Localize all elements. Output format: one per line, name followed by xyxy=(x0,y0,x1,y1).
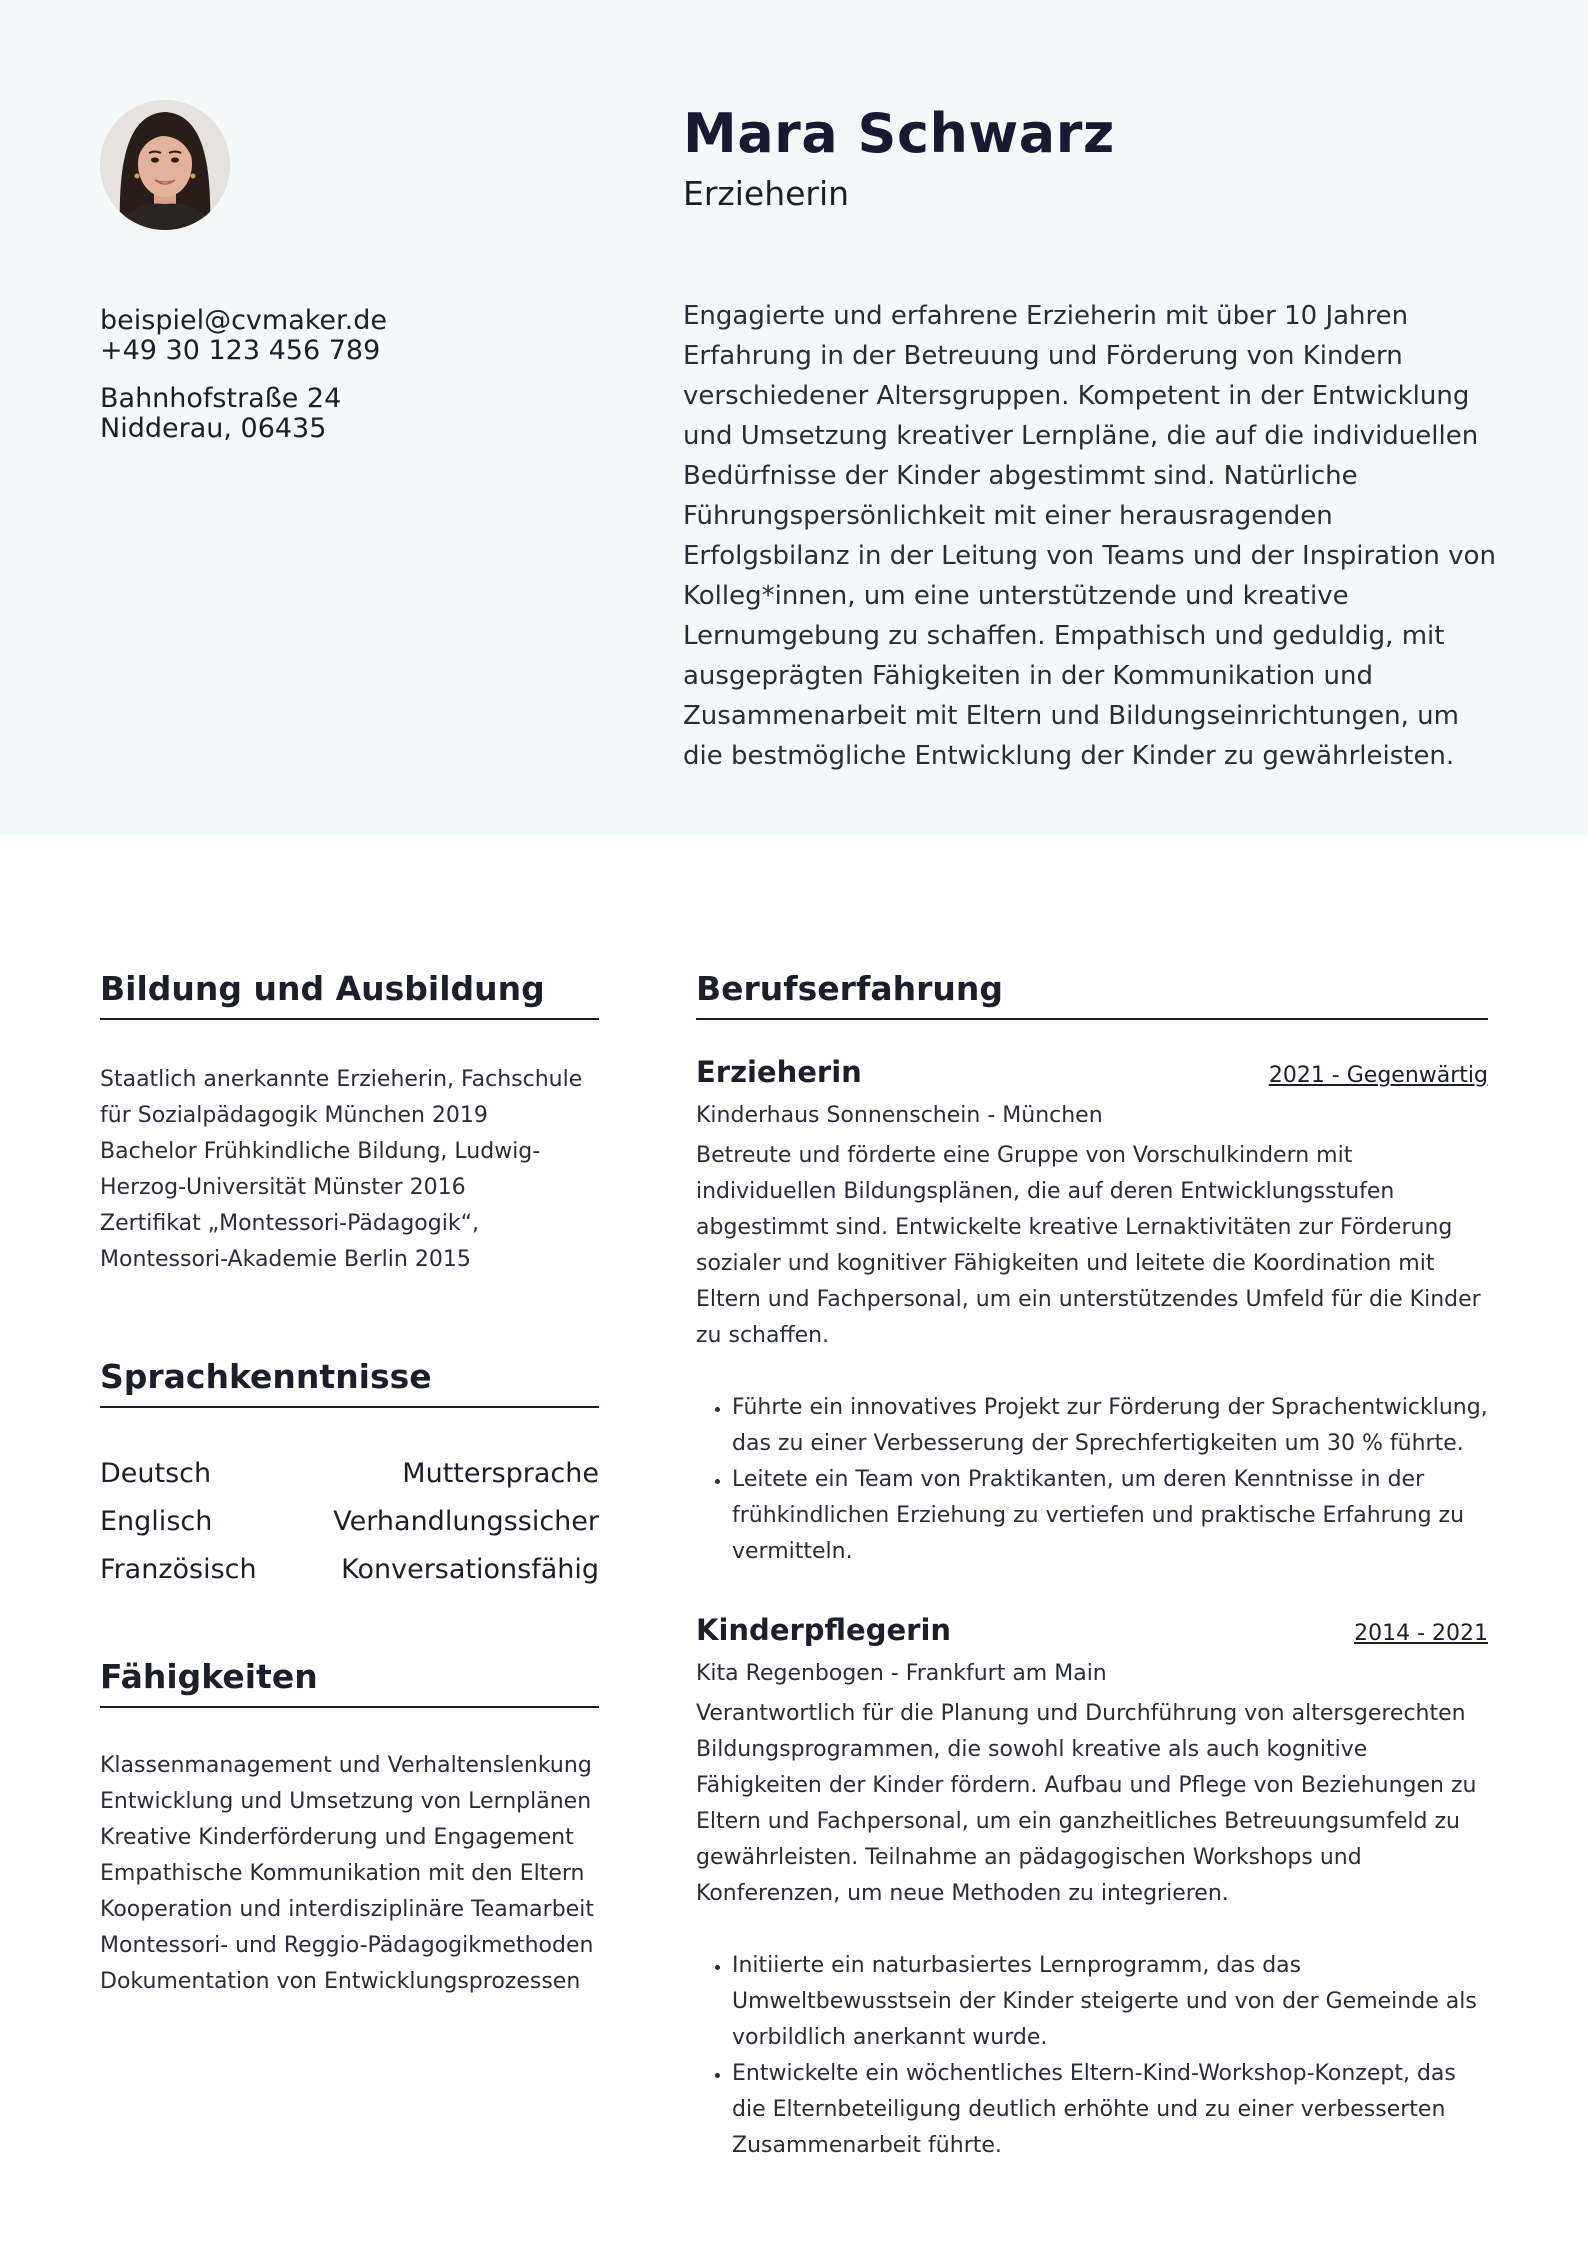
job-entry xyxy=(696,1612,1488,2164)
language-level: Muttersprache xyxy=(402,1458,599,1489)
job-header xyxy=(696,1054,1488,1090)
education-title: Bildung und Ausbildung xyxy=(100,969,545,1008)
languages-list xyxy=(100,1450,599,1594)
education-list xyxy=(100,1062,599,1278)
skill-item: Montessori- und Reggio-Pädagogikmethoden xyxy=(100,1933,594,1958)
job-company: Kinderhaus Sonnenschein - München xyxy=(696,1103,1103,1128)
job-header xyxy=(696,1612,1488,1648)
profile-summary: Engagierte und erfahrene Erzieherin mit über 10 Jahren Erfahrung in der Betreuung und Förderung von Kindern verschiedener Altersgruppen. Kompetent in der Entwicklung und Umsetzung kreativer Lernpläne, die auf die individuellen Bedürfnisse der Kinder abgestimmt sind. Natürliche Führungspersönlichkeit mit einer herausragenden Erfolgsbilanz in der Leitung von Teams und der Inspiration von Kolleg*innen, um eine unterstützende und kreative Lernumgebung zu schaffen. Empathisch und geduldig, mit ausgeprägten Fähigkeiten in der Kommunikation und Zusammenarbeit mit Eltern und Bildungseinrichtungen, um die bestmögliche Entwicklung der Kinder zu gewährleisten. xyxy=(683,301,1496,771)
address-city: Nidderau, 06435 xyxy=(100,413,327,444)
email[interactable]: beispiel@cvmaker.de xyxy=(100,305,387,336)
language-name: Französisch xyxy=(100,1554,257,1585)
languages-title: Sprachkenntnisse xyxy=(100,1357,432,1396)
phone[interactable]: +49 30 123 456 789 xyxy=(100,335,381,366)
job-entry xyxy=(696,1054,1488,1570)
job-description: Betreute und förderte eine Gruppe von Vorschulkindern mit individuellen Bildungsplänen, die auf deren Entwicklungsstufen abgestimmt sind. Entwickelte kreative Lernaktivitäten zur Förderung sozialer und kognitiver Fähigkeiten und leitete die Koordination mit Eltern und Fachpersonal, um ein unterstützendes Umfeld für die Kinder zu schaffen. xyxy=(696,1143,1481,1348)
language-name: Deutsch xyxy=(100,1458,212,1489)
job-title: Kinderpflegerin xyxy=(696,1613,952,1647)
job-dates: 2014 - 2021 xyxy=(1354,1621,1488,1646)
achievement-item: • Führte ein innovatives Projekt zur Förderung der Sprachentwicklung, das zu einer Verbesserung der Sprechfertigkeiten um 30 % führte. xyxy=(732,1390,1488,1462)
job-achievements xyxy=(696,1948,1488,2164)
profile-photo xyxy=(100,100,230,230)
experience-title: Berufserfahrung xyxy=(696,969,1003,1008)
skill-item: Kooperation und interdisziplinäre Teamarbeit xyxy=(100,1897,594,1922)
education-item: Zertifikat „Montessori-Pädagogik“, Montessori-Akademie Berlin 2015 xyxy=(100,1211,479,1272)
skill-item: Empathische Kommunikation mit den Eltern xyxy=(100,1861,585,1886)
job-dates: 2021 - Gegenwärtig xyxy=(1268,1063,1488,1088)
contact-block xyxy=(100,306,387,444)
education-divider xyxy=(100,1018,599,1020)
achievement-item: • Entwickelte ein wöchentliches Eltern-Kind-Workshop-Konzept, das die Elternbeteiligung deutlich erhöhte und zu einer verbesserten Zusammenarbeit führte. xyxy=(732,2056,1488,2164)
language-row xyxy=(100,1546,599,1594)
education-item: Bachelor Frühkindliche Bildung, Ludwig-Herzog-Universität Münster 2016 xyxy=(100,1139,541,1200)
language-row xyxy=(100,1498,599,1546)
job-achievements xyxy=(696,1390,1488,1570)
education-item: Staatlich anerkannte Erzieherin, Fachschule für Sozialpädagogik München 2019 xyxy=(100,1067,583,1128)
skill-item: Entwicklung und Umsetzung von Lernplänen xyxy=(100,1789,592,1814)
skill-item: Dokumentation von Entwicklungsprozessen xyxy=(100,1969,581,1994)
skill-item: Klassenmanagement und Verhaltenslenkung xyxy=(100,1753,592,1778)
skills-divider xyxy=(100,1706,599,1708)
job-description: Verantwortlich für die Planung und Durchführung von altersgerechten Bildungsprogrammen, die sowohl kreative als auch kognitive Fähigkeiten der Kinder fördern. Aufbau und Pflege von Beziehungen zu Eltern und Fachpersonal, um ein ganzheitliches Betreuungsumfeld zu gewährleisten. Teilnahme an pädagogischen Workshops und Konferenzen, um neue Methoden zu integrieren. xyxy=(696,1701,1477,1906)
person-name: Mara Schwarz xyxy=(683,102,1115,165)
language-level: Verhandlungssicher xyxy=(333,1506,599,1537)
left-column xyxy=(100,960,599,2000)
language-level: Konversationsfähig xyxy=(341,1554,599,1585)
languages-divider xyxy=(100,1406,599,1408)
skill-item: Kreative Kinderförderung und Engagement xyxy=(100,1825,574,1850)
achievement-item: • Initiierte ein naturbasiertes Lernprogramm, das das Umweltbewusstsein der Kinder steigerte und von der Gemeinde als vorbildlich anerkannt wurde. xyxy=(732,1948,1488,2056)
experience-divider xyxy=(696,1018,1488,1020)
job-title: Erzieherin xyxy=(696,1055,862,1089)
address-street: Bahnhofstraße 24 xyxy=(100,383,342,414)
language-row xyxy=(100,1450,599,1498)
person-role: Erzieherin xyxy=(683,174,850,213)
right-column xyxy=(696,960,1488,2164)
language-name: Englisch xyxy=(100,1506,213,1537)
skills-title: Fähigkeiten xyxy=(100,1657,318,1696)
achievement-item: • Leitete ein Team von Praktikanten, um deren Kenntnisse in der frühkindlichen Erziehung zu vertiefen und praktische Erfahrung zu vermitteln. xyxy=(732,1462,1488,1570)
job-company: Kita Regenbogen - Frankfurt am Main xyxy=(696,1661,1107,1686)
skills-list xyxy=(100,1748,599,2000)
